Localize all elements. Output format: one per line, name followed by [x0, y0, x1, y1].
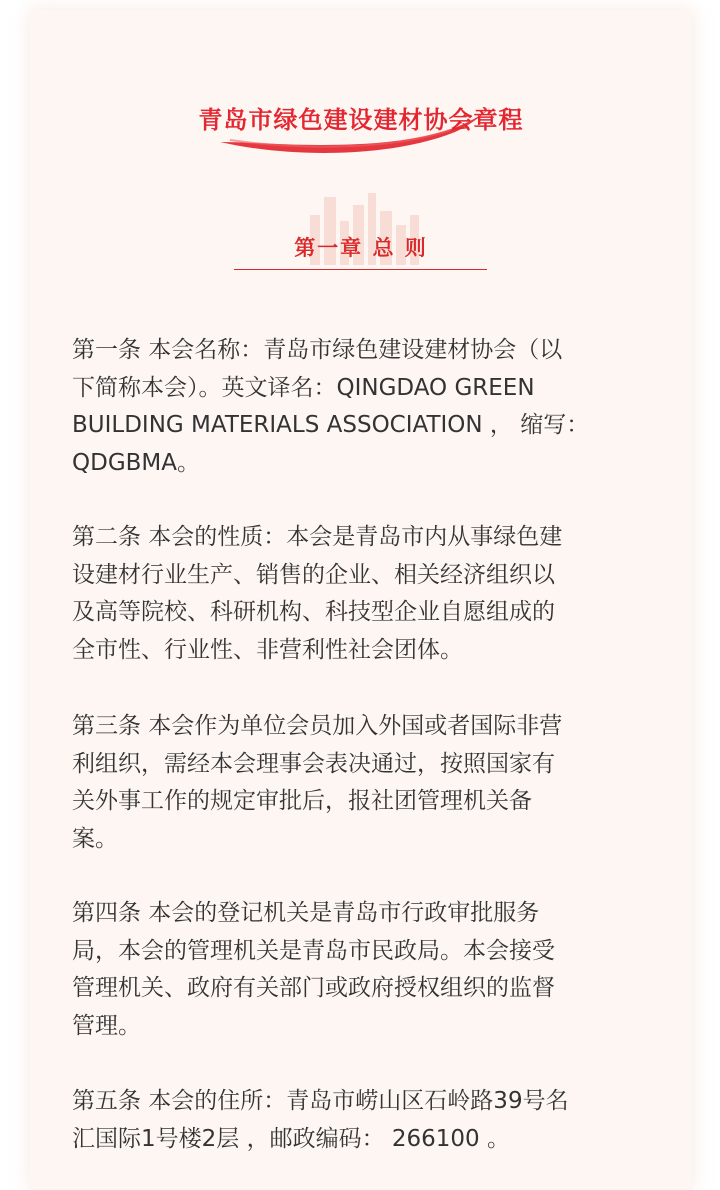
article-line: 利组织，需经本会理事会表决通过，按照国家有: [72, 750, 555, 777]
article-line: 全市性、行业性、非营利性社会团体。: [72, 636, 463, 663]
chapter-underline: [234, 269, 487, 270]
article-line: 下简称本会）。英文译名：QINGDAO GREEN: [72, 374, 535, 401]
article-line: 汇国际1号楼2层 ，邮政编码： 266100 。: [72, 1125, 510, 1152]
title-banner: [30, 92, 692, 162]
document-card: [30, 10, 692, 1190]
article-line: BUILDING MATERIALS ASSOCIATION ， 缩写：: [72, 412, 590, 438]
article-3: [72, 708, 657, 858]
article-line: QDGBMA。: [72, 449, 200, 476]
article-2: [72, 519, 657, 669]
article-line: 案。: [72, 825, 118, 852]
article-line: 管理。: [72, 1012, 141, 1039]
article-line: 第五条 本会的住所：青岛市崂山区石岭路39号名: [72, 1088, 569, 1114]
article-line: 第一条 本会名称：青岛市绿色建设建材协会（以: [72, 337, 563, 363]
article-line: 第二条 本会的性质：本会是青岛市内从事绿色建: [72, 524, 563, 550]
article-line: 关外事工作的规定审批后，报社团管理机关备: [72, 788, 532, 814]
article-line: 第四条 本会的登记机关是青岛市行政审批服务: [72, 900, 540, 926]
article-line: 设建材行业生产、销售的企业、相关经济组织以: [72, 561, 555, 588]
article-1: [72, 332, 657, 482]
article-line: 局，本会的管理机关是青岛市民政局。本会接受: [72, 937, 555, 964]
article-line: 及高等院校、科研机构、科技型企业自愿组成的: [72, 599, 555, 625]
chapter-heading: 第一章 总 则: [294, 236, 428, 260]
article-5: [72, 1083, 657, 1158]
article-4: [72, 895, 657, 1045]
document-title: 青岛市绿色建设建材协会章程: [198, 106, 524, 134]
article-line: 第三条 本会作为单位会员加入外国或者国际非营: [72, 713, 563, 739]
article-line: 管理机关、政府有关部门或政府授权组织的监督: [72, 975, 555, 1001]
